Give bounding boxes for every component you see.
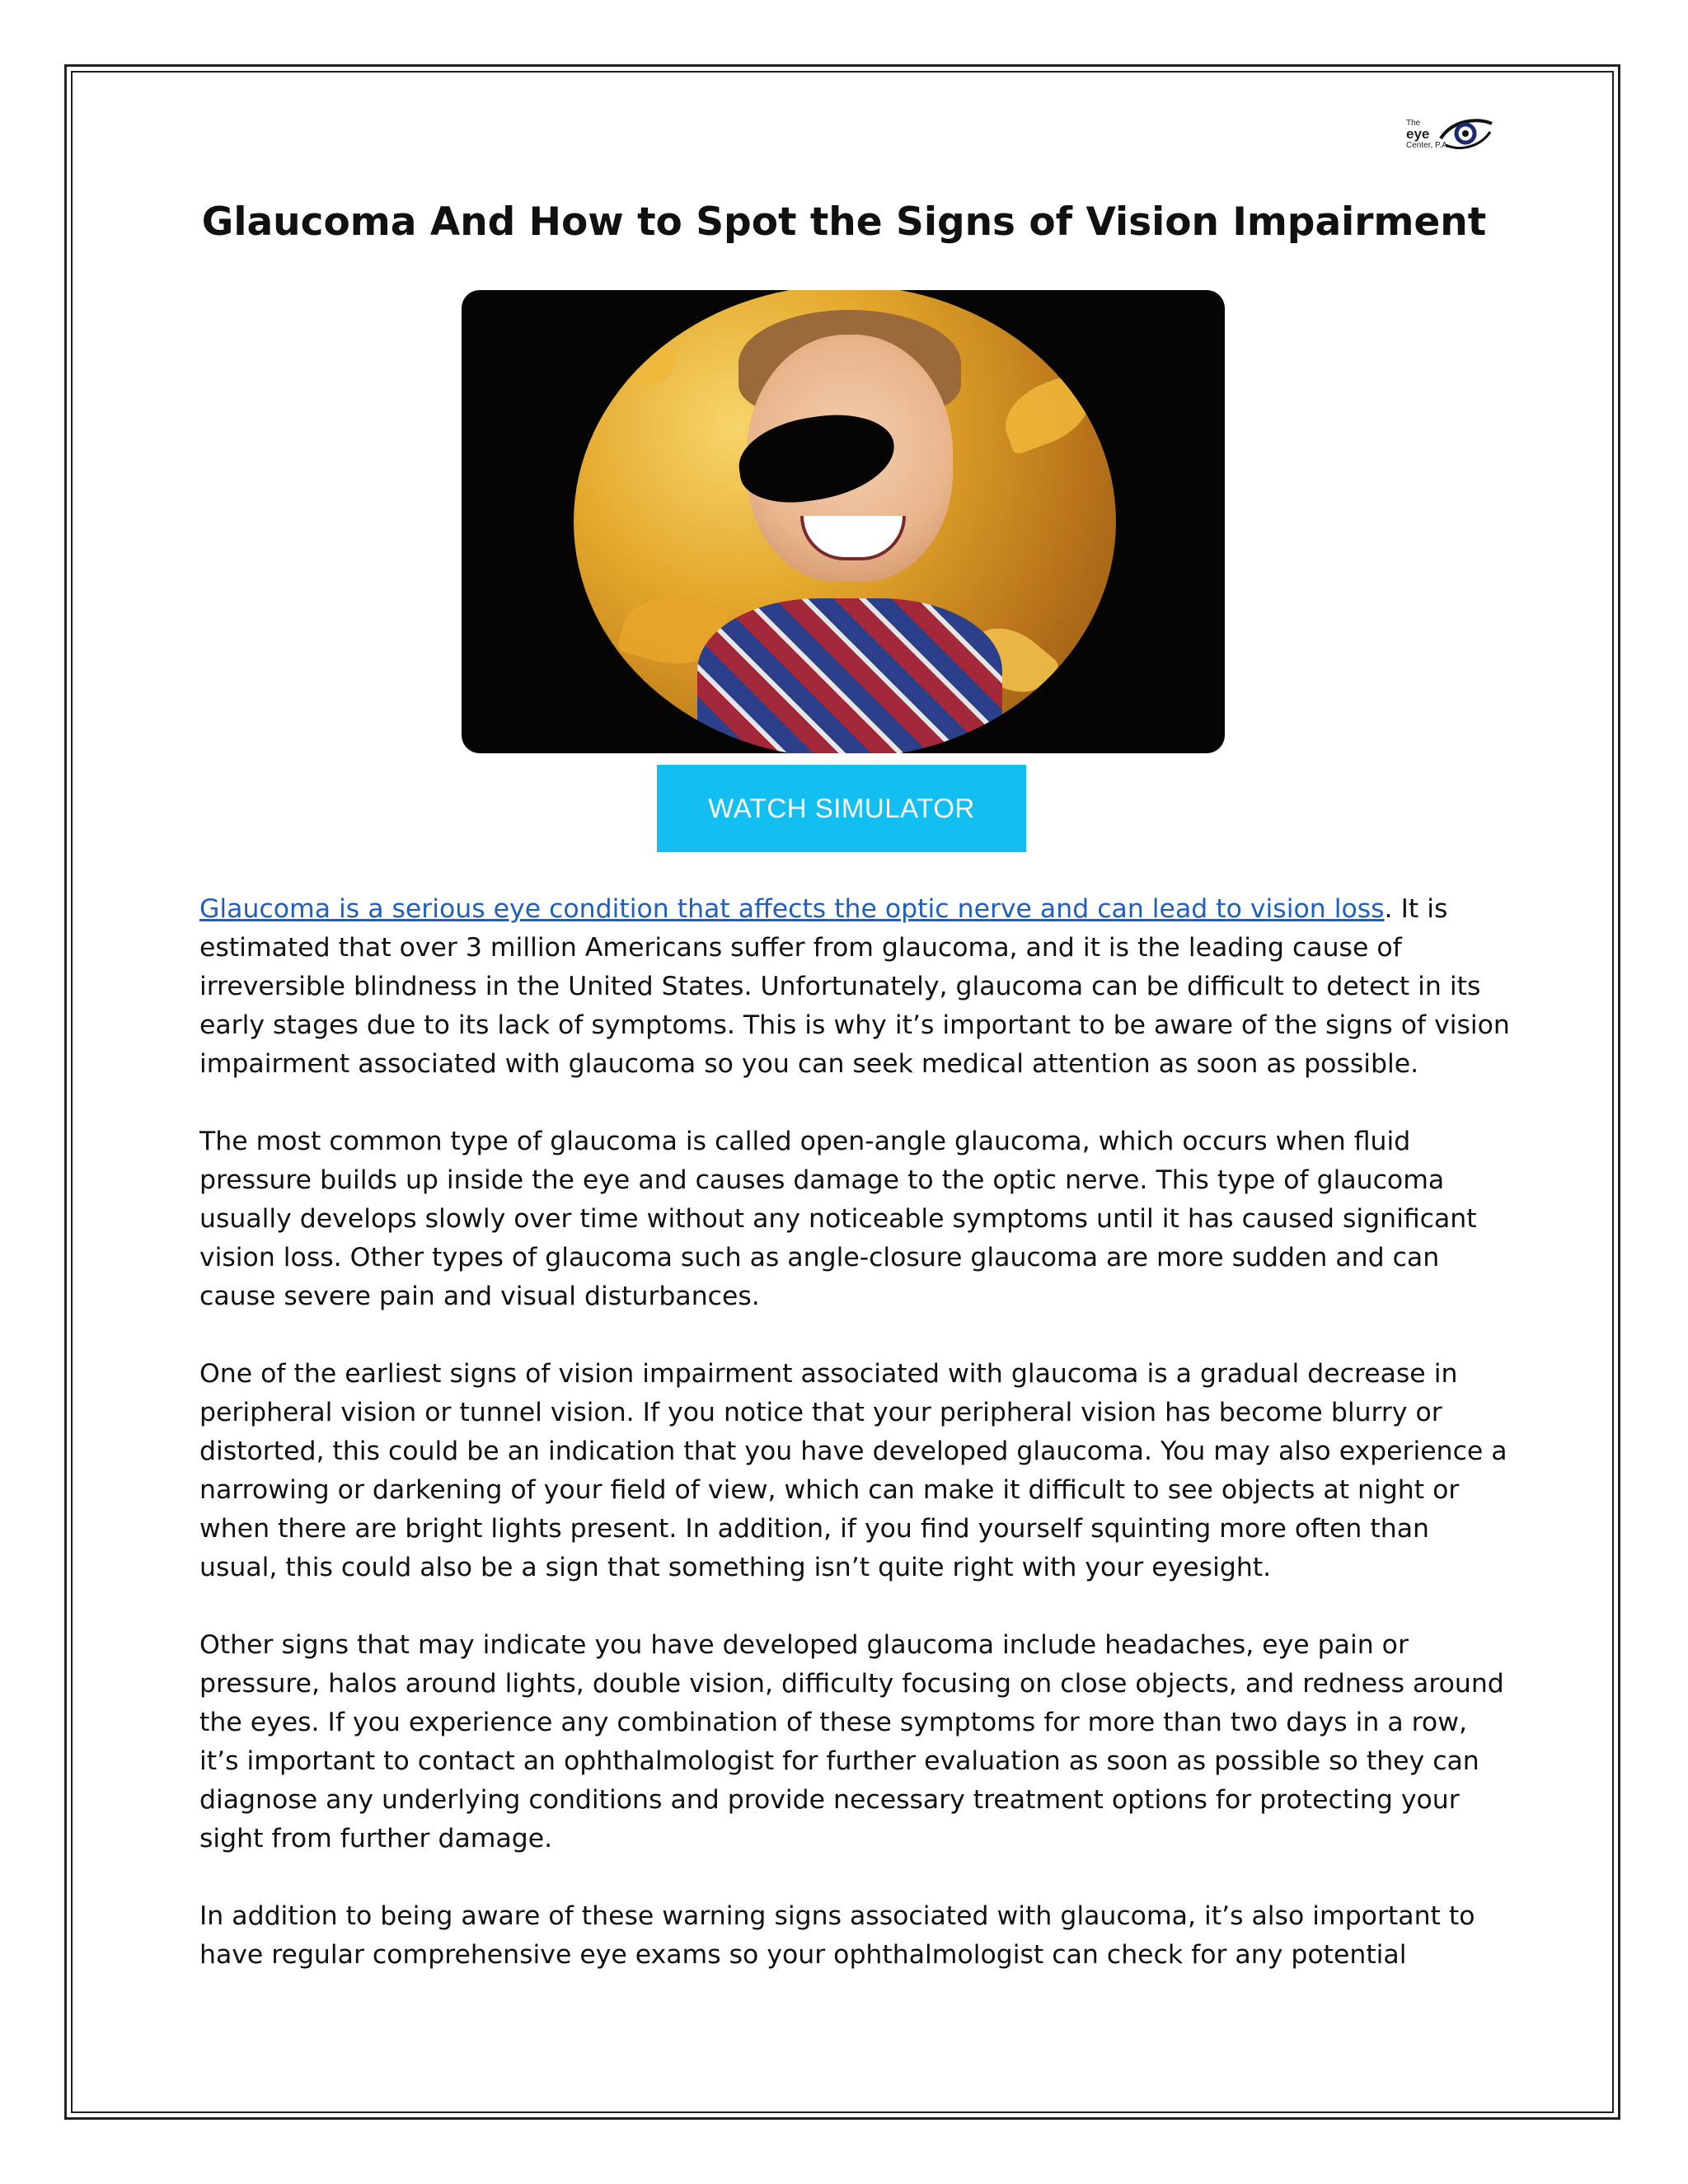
child-shirt — [697, 598, 1002, 753]
page-title: Glaucoma And How to Spot the Signs of Vision Impairment — [201, 199, 1487, 245]
paragraph-5: In addition to being aware of these warning signs associated with glaucoma, it’s also important to have regular comprehensive eye exams so your ophthalmologist can check for any potential — [199, 1901, 1475, 1970]
eye-center-logo — [1406, 112, 1497, 163]
hero-image — [462, 290, 1225, 753]
paragraph-1-text: . It is estimated that over 3 million Americans suffer from glaucoma, and it is the leading cause of irreversible blindness in the United States. Unfortunately, glaucoma can be difficult to detect in its early stages due to its lack of symptoms. This is why it’s important to be aware of the signs of vision impairment associated with glaucoma so you can seek medical attention as soon as possible. — [199, 894, 1510, 1079]
paragraph-2: The most common type of glaucoma is called open-angle glaucoma, which occurs when fluid pressure builds up inside the eye and causes damage to the optic nerve. This type of glaucoma usually develops slowly over time without any noticeable symptoms until it has caused significant vision loss. Other types of glaucoma such as angle-closure glaucoma are more sudden and can cause severe pain and visual disturbances. — [199, 1127, 1477, 1311]
paragraph-3: One of the earliest signs of vision impairment associated with glaucoma is a gradual decrease in peripheral vision or tunnel vision. If you notice that your peripheral vision has become blurry or distorted, this could be an indication that you have developed glaucoma. You may also experience a narrowing or darkening of your field of view, which can make it difficult to see objects at night or when there are bright lights present. In addition, if you find yourself squinting more often than usual, this could also be a sign that something isn’t quite right with your eyesight. — [199, 1359, 1507, 1582]
logo-line-center: Center, P.A. — [1406, 141, 1450, 150]
watch-simulator-button[interactable]: WATCH SIMULATOR — [657, 765, 1026, 852]
paragraph-1 — [199, 890, 1510, 1084]
logo-line-eye: eye — [1406, 126, 1430, 142]
logo-line-the: The — [1406, 119, 1421, 128]
hero-photo-circle — [574, 290, 1116, 753]
glaucoma-link[interactable]: Glaucoma is a serious eye condition that affects the optic nerve and can lead to vision loss — [199, 894, 1385, 924]
paragraph-4: Other signs that may indicate you have developed glaucoma include headaches, eye pain or pressure, halos around lights, double vision, difficulty focusing on close objects, and redness around the eyes. If you experience any combination of these symptoms for more than two days in a row, it’s important to contact an ophthalmologist for further evaluation as soon as possible so they can diagnose any underlying conditions and provide necessary treatment options for protecting your sight from further damage. — [199, 1630, 1504, 1854]
eye-logo-icon — [1437, 114, 1495, 155]
article-body — [199, 890, 1510, 2013]
